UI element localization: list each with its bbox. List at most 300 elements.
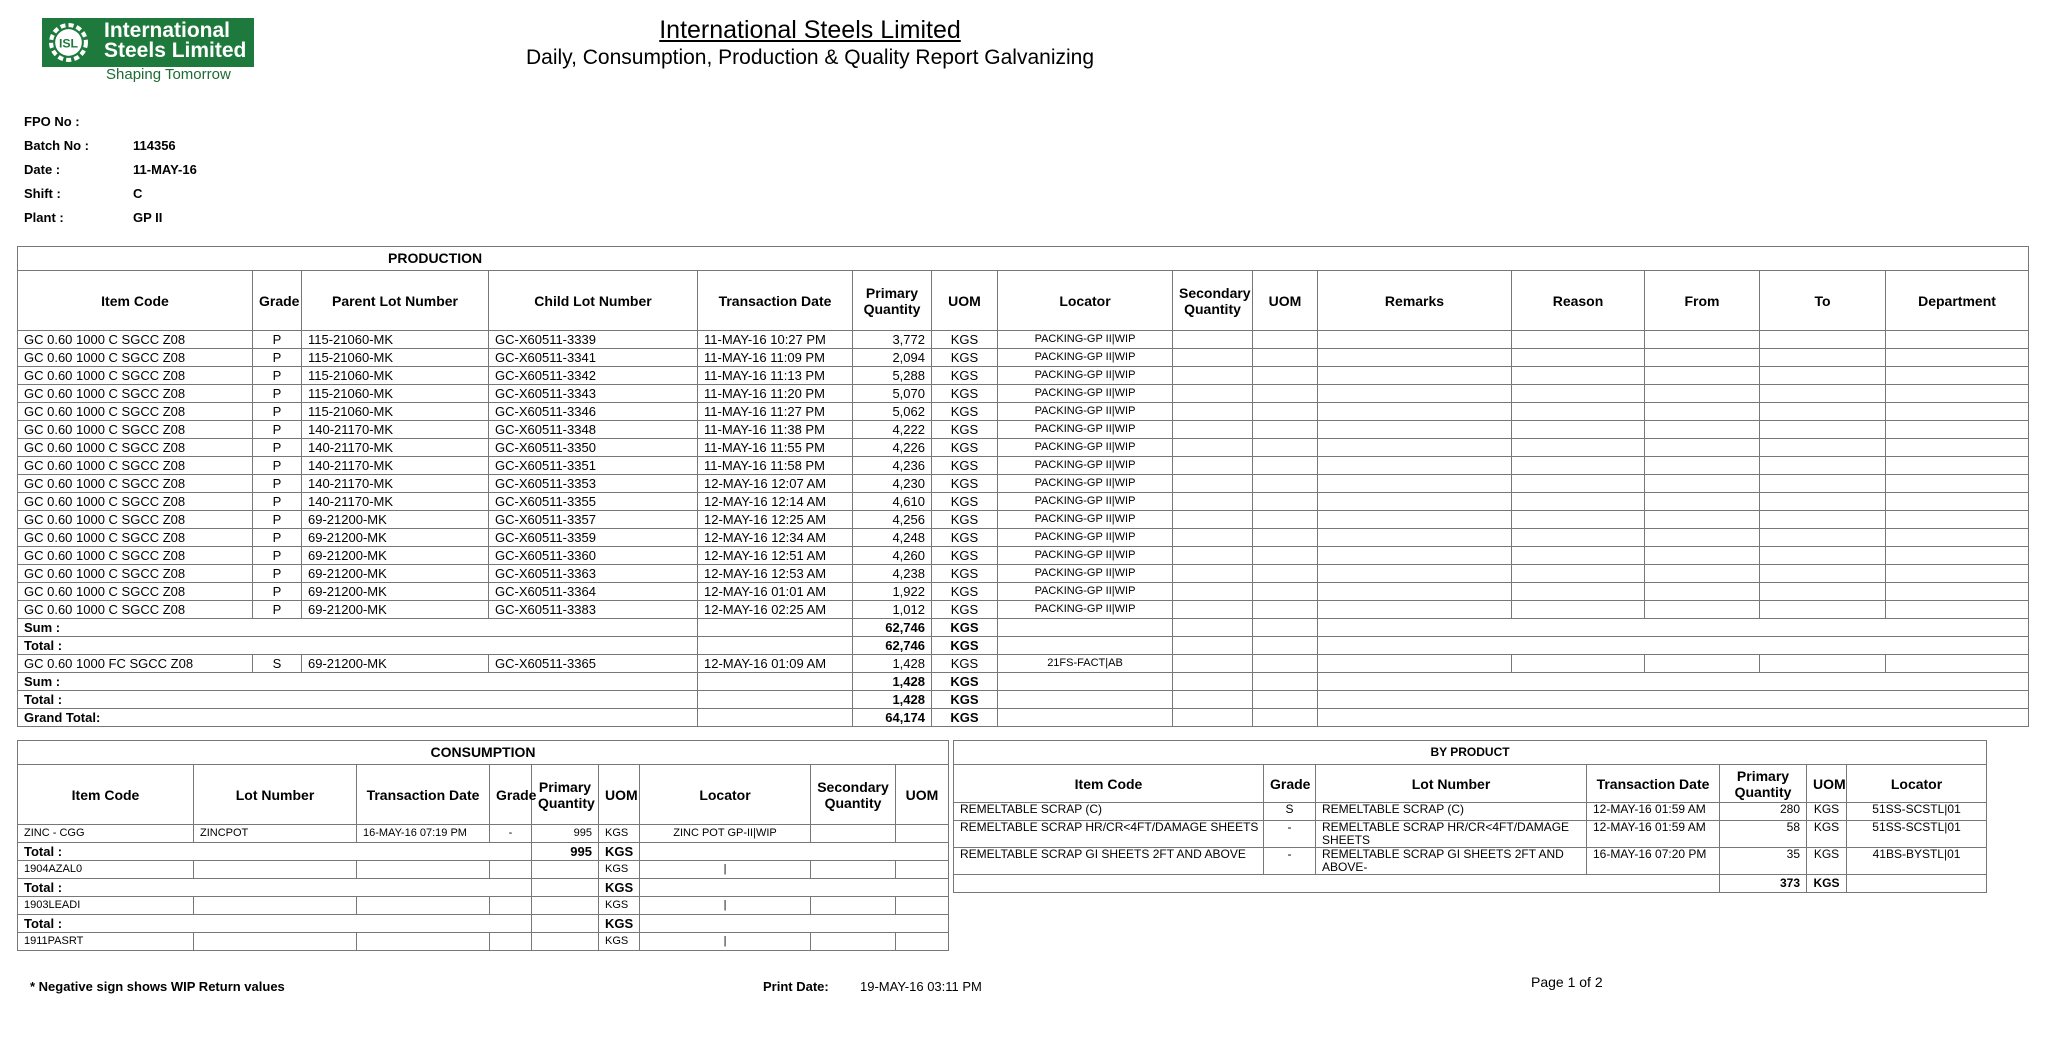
table-cell — [1318, 529, 1512, 547]
table-cell: KGS — [932, 385, 998, 403]
table-cell — [1253, 385, 1318, 403]
report-subtitle: Daily, Consumption, Production & Quality Report Galvanizing — [525, 46, 1095, 69]
summary-rest — [1847, 875, 1987, 893]
production-title: PRODUCTION — [18, 247, 2029, 271]
table-cell — [1886, 331, 2029, 349]
table-cell: 12-MAY-16 12:34 AM — [698, 529, 853, 547]
table-cell: REMELTABLE SCRAP HR/CR<4FT/DAMAGE SHEETS — [954, 821, 1264, 848]
summary-locator — [998, 637, 1173, 655]
table-cell: GC-X60511-3339 — [489, 331, 698, 349]
table-cell: KGS — [932, 601, 998, 619]
table-cell: 140-21170-MK — [302, 493, 489, 511]
table-cell — [1760, 529, 1886, 547]
table-cell: GC 0.60 1000 C SGCC Z08 — [18, 583, 253, 601]
table-cell — [1760, 331, 1886, 349]
table-cell — [1173, 421, 1253, 439]
summary-uom: KGS — [932, 709, 998, 727]
table-cell: GC 0.60 1000 C SGCC Z08 — [18, 421, 253, 439]
summary-row — [18, 843, 949, 861]
table-cell: 115-21060-MK — [302, 403, 489, 421]
table-cell — [1760, 655, 1886, 673]
report-title: International Steels Limited — [659, 16, 961, 44]
table-cell: KGS — [932, 655, 998, 673]
summary-uom2 — [1253, 637, 1318, 655]
table-cell: REMELTABLE SCRAP GI SHEETS 2FT AND ABOVE- — [1316, 848, 1587, 875]
table-row — [18, 439, 2029, 457]
table-cell — [1173, 529, 1253, 547]
table-cell: GC-X60511-3350 — [489, 439, 698, 457]
table-cell — [1886, 583, 2029, 601]
summary-secondary — [1173, 637, 1253, 655]
table-cell: | — [640, 897, 811, 915]
production-col-header: Item Code — [18, 271, 253, 331]
table-cell — [1512, 331, 1645, 349]
summary-secondary — [1173, 691, 1253, 709]
table-cell: P — [253, 349, 302, 367]
table-cell — [1760, 493, 1886, 511]
table-cell — [1253, 331, 1318, 349]
table-cell: 51SS-SCSTL|01 — [1847, 821, 1987, 848]
table-cell: ZINC POT GP-II|WIP — [640, 825, 811, 843]
table-cell: 69-21200-MK — [302, 565, 489, 583]
table-cell: 5,288 — [853, 367, 932, 385]
production-col-header: Remarks — [1318, 271, 1512, 331]
production-col-header: Transaction Date — [698, 271, 853, 331]
shift-label: Shift : — [24, 186, 61, 201]
table-cell: 140-21170-MK — [302, 475, 489, 493]
table-cell: 11-MAY-16 11:58 PM — [698, 457, 853, 475]
table-cell — [1886, 547, 2029, 565]
table-cell — [1886, 475, 2029, 493]
table-cell: PACKING-GP II|WIP — [998, 385, 1173, 403]
table-cell: GC-X60511-3364 — [489, 583, 698, 601]
table-cell: P — [253, 439, 302, 457]
table-cell — [1253, 367, 1318, 385]
table-cell: 4,248 — [853, 529, 932, 547]
table-cell: PACKING-GP II|WIP — [998, 421, 1173, 439]
table-cell — [194, 897, 357, 915]
table-cell — [896, 825, 949, 843]
table-cell — [1760, 349, 1886, 367]
table-cell: GC-X60511-3346 — [489, 403, 698, 421]
table-cell — [1253, 511, 1318, 529]
table-cell: 5,070 — [853, 385, 932, 403]
table-cell — [1645, 475, 1760, 493]
table-cell — [1173, 403, 1253, 421]
table-cell — [1645, 547, 1760, 565]
table-cell: 995 — [532, 825, 599, 843]
table-cell: P — [253, 367, 302, 385]
table-row — [18, 547, 2029, 565]
table-cell — [1886, 367, 2029, 385]
table-row — [18, 331, 2029, 349]
table-cell — [1645, 457, 1760, 475]
print-date-label: Print Date: — [763, 979, 829, 994]
table-cell: PACKING-GP II|WIP — [998, 457, 1173, 475]
production-header-row — [18, 271, 2029, 331]
table-cell — [1253, 349, 1318, 367]
table-cell — [1886, 493, 2029, 511]
table-cell: 2,094 — [853, 349, 932, 367]
byproduct-header-row — [954, 765, 1987, 803]
table-cell: KGS — [932, 439, 998, 457]
table-cell: P — [253, 475, 302, 493]
table-cell — [357, 933, 490, 951]
table-cell: - — [490, 825, 532, 843]
table-cell: 69-21200-MK — [302, 547, 489, 565]
table-cell — [1645, 439, 1760, 457]
table-cell — [1886, 565, 2029, 583]
table-cell: - — [1264, 821, 1316, 848]
table-cell — [1512, 457, 1645, 475]
summary-uom2 — [1253, 709, 1318, 727]
table-cell: 140-21170-MK — [302, 457, 489, 475]
table-cell: GC-X60511-3383 — [489, 601, 698, 619]
table-cell — [1318, 547, 1512, 565]
table-cell: 69-21200-MK — [302, 655, 489, 673]
table-cell: 1904AZAL0 — [18, 861, 194, 879]
plant-label: Plant : — [24, 210, 64, 225]
table-cell: P — [253, 331, 302, 349]
table-cell — [1645, 385, 1760, 403]
print-date-value: 19-MAY-16 03:11 PM — [860, 979, 982, 994]
footer-note: * Negative sign shows WIP Return values — [30, 979, 285, 994]
byproduct-col-header: Item Code — [954, 765, 1264, 803]
table-cell: P — [253, 529, 302, 547]
table-cell: PACKING-GP II|WIP — [998, 331, 1173, 349]
summary-secondary — [1173, 673, 1253, 691]
table-row — [18, 349, 2029, 367]
table-cell: | — [640, 861, 811, 879]
table-cell: GC 0.60 1000 C SGCC Z08 — [18, 385, 253, 403]
production-col-header: From — [1645, 271, 1760, 331]
table-cell — [1760, 439, 1886, 457]
table-cell: PACKING-GP II|WIP — [998, 367, 1173, 385]
summary-row — [18, 691, 2029, 709]
table-cell: 115-21060-MK — [302, 367, 489, 385]
table-cell — [1512, 385, 1645, 403]
table-row — [18, 897, 949, 915]
table-cell: GC-X60511-3348 — [489, 421, 698, 439]
table-row — [954, 821, 1987, 848]
date-label: Date : — [24, 162, 61, 177]
consumption-table — [17, 740, 949, 951]
summary-row — [18, 619, 2029, 637]
table-cell: PACKING-GP II|WIP — [998, 601, 1173, 619]
summary-uom: KGS — [1807, 875, 1847, 893]
production-col-header: Grade — [253, 271, 302, 331]
table-cell: 4,238 — [853, 565, 932, 583]
summary-qty: 1,428 — [853, 691, 932, 709]
summary-uom2 — [1253, 619, 1318, 637]
production-col-header: Department — [1886, 271, 2029, 331]
table-cell: P — [253, 547, 302, 565]
table-row — [18, 511, 2029, 529]
consumption-header-row — [18, 765, 949, 825]
summary-spacer — [698, 619, 853, 637]
table-cell — [1760, 367, 1886, 385]
table-cell — [1253, 403, 1318, 421]
table-cell: 1,428 — [853, 655, 932, 673]
table-cell — [1886, 421, 2029, 439]
table-cell: GC 0.60 1000 C SGCC Z08 — [18, 529, 253, 547]
table-cell — [1318, 601, 1512, 619]
table-cell: REMELTABLE SCRAP GI SHEETS 2FT AND ABOVE — [954, 848, 1264, 875]
table-row — [18, 583, 2029, 601]
consumption-col-header: Primary Quantity — [532, 765, 599, 825]
table-cell: GC-X60511-3360 — [489, 547, 698, 565]
table-cell — [1760, 511, 1886, 529]
table-cell: 12-MAY-16 01:59 AM — [1587, 821, 1720, 848]
table-cell — [1645, 565, 1760, 583]
summary-rest — [1318, 673, 2029, 691]
table-row — [18, 457, 2029, 475]
table-cell: 4,260 — [853, 547, 932, 565]
table-cell: KGS — [932, 349, 998, 367]
table-cell — [1760, 403, 1886, 421]
table-cell: 140-21170-MK — [302, 421, 489, 439]
table-cell: PACKING-GP II|WIP — [998, 529, 1173, 547]
table-cell: KGS — [932, 511, 998, 529]
table-cell: 12-MAY-16 12:51 AM — [698, 547, 853, 565]
consumption-col-header: UOM — [599, 765, 640, 825]
table-cell: KGS — [932, 367, 998, 385]
table-cell — [1645, 349, 1760, 367]
table-cell — [1253, 493, 1318, 511]
table-cell: GC 0.60 1000 C SGCC Z08 — [18, 367, 253, 385]
table-cell — [1318, 565, 1512, 583]
table-cell — [1173, 547, 1253, 565]
table-cell — [1173, 331, 1253, 349]
table-cell: 4,230 — [853, 475, 932, 493]
table-cell — [1173, 655, 1253, 673]
table-cell: GC-X60511-3365 — [489, 655, 698, 673]
table-cell: 11-MAY-16 11:27 PM — [698, 403, 853, 421]
summary-row — [954, 875, 1987, 893]
table-cell: 4,222 — [853, 421, 932, 439]
table-cell: 69-21200-MK — [302, 583, 489, 601]
table-cell: 12-MAY-16 01:09 AM — [698, 655, 853, 673]
table-cell — [1253, 475, 1318, 493]
table-cell — [1886, 349, 2029, 367]
table-cell: 12-MAY-16 01:59 AM — [1587, 803, 1720, 821]
table-cell: GC 0.60 1000 C SGCC Z08 — [18, 457, 253, 475]
consumption-col-header: Lot Number — [194, 765, 357, 825]
table-row — [18, 565, 2029, 583]
table-cell: - — [1264, 848, 1316, 875]
table-cell — [1760, 565, 1886, 583]
byproduct-body — [954, 803, 1987, 893]
byproduct-title: BY PRODUCT — [954, 741, 1987, 765]
table-cell — [1512, 601, 1645, 619]
table-cell: ZINC - CGG — [18, 825, 194, 843]
table-cell: GC 0.60 1000 C SGCC Z08 — [18, 475, 253, 493]
table-cell — [1512, 439, 1645, 457]
table-cell: 16-MAY-16 07:20 PM — [1587, 848, 1720, 875]
table-cell — [1645, 367, 1760, 385]
table-cell: 4,226 — [853, 439, 932, 457]
summary-uom: KGS — [932, 673, 998, 691]
table-cell: 140-21170-MK — [302, 439, 489, 457]
consumption-col-header: Grade — [490, 765, 532, 825]
table-cell — [1253, 565, 1318, 583]
table-cell: 5,062 — [853, 403, 932, 421]
table-cell: 1903LEADI — [18, 897, 194, 915]
table-cell: PACKING-GP II|WIP — [998, 547, 1173, 565]
table-cell — [1253, 601, 1318, 619]
batch-value: 114356 — [133, 138, 176, 153]
table-cell: 11-MAY-16 10:27 PM — [698, 331, 853, 349]
table-cell: GC 0.60 1000 FC SGCC Z08 — [18, 655, 253, 673]
production-col-header: Child Lot Number — [489, 271, 698, 331]
table-cell: S — [253, 655, 302, 673]
table-cell — [1173, 349, 1253, 367]
table-cell: KGS — [932, 547, 998, 565]
table-cell: KGS — [599, 897, 640, 915]
production-col-header: To — [1760, 271, 1886, 331]
production-col-header: Locator — [998, 271, 1173, 331]
table-cell: P — [253, 511, 302, 529]
table-cell: KGS — [932, 475, 998, 493]
table-row — [18, 475, 2029, 493]
table-cell: P — [253, 583, 302, 601]
table-cell — [1760, 547, 1886, 565]
logo-tagline: Shaping Tomorrow — [106, 66, 231, 83]
table-cell: 280 — [1720, 803, 1807, 821]
logo-line1: International — [104, 19, 231, 42]
summary-spacer — [698, 709, 853, 727]
plant-value: GP II — [133, 210, 163, 225]
table-cell — [194, 933, 357, 951]
summary-qty — [532, 915, 599, 933]
table-cell — [896, 897, 949, 915]
table-row — [18, 861, 949, 879]
summary-qty: 995 — [532, 843, 599, 861]
table-cell: KGS — [932, 529, 998, 547]
table-cell: 21FS-FACT|AB — [998, 655, 1173, 673]
shift-value: C — [133, 186, 143, 201]
summary-row — [18, 915, 949, 933]
table-cell: 115-21060-MK — [302, 349, 489, 367]
consumption-col-header: Item Code — [18, 765, 194, 825]
table-cell: 11-MAY-16 11:09 PM — [698, 349, 853, 367]
summary-row — [18, 637, 2029, 655]
table-cell — [1645, 403, 1760, 421]
summary-rest — [1318, 691, 2029, 709]
table-cell: 12-MAY-16 12:14 AM — [698, 493, 853, 511]
table-cell: 4,256 — [853, 511, 932, 529]
summary-uom2 — [1253, 673, 1318, 691]
table-cell — [1645, 529, 1760, 547]
byproduct-col-header: UOM — [1807, 765, 1847, 803]
table-cell: KGS — [932, 457, 998, 475]
table-cell — [1173, 385, 1253, 403]
table-row — [18, 655, 2029, 673]
table-cell — [1886, 457, 2029, 475]
summary-uom: KGS — [599, 843, 640, 861]
date-value: 11-MAY-16 — [133, 162, 197, 177]
table-cell — [1760, 475, 1886, 493]
table-cell — [1645, 331, 1760, 349]
table-cell: KGS — [1807, 803, 1847, 821]
table-row — [18, 493, 2029, 511]
table-cell: REMELTABLE SCRAP (C) — [1316, 803, 1587, 821]
table-cell — [1318, 385, 1512, 403]
table-cell — [1173, 601, 1253, 619]
table-cell — [1512, 655, 1645, 673]
table-row — [18, 385, 2029, 403]
production-col-header: Primary Quantity — [853, 271, 932, 331]
table-cell: PACKING-GP II|WIP — [998, 403, 1173, 421]
summary-label: Total : — [18, 691, 698, 709]
table-cell: 115-21060-MK — [302, 331, 489, 349]
table-cell: 51SS-SCSTL|01 — [1847, 803, 1987, 821]
table-cell — [1173, 367, 1253, 385]
table-cell — [1173, 565, 1253, 583]
table-cell — [1886, 529, 2029, 547]
summary-rest — [640, 843, 949, 861]
table-cell: GC 0.60 1000 C SGCC Z08 — [18, 565, 253, 583]
summary-uom: KGS — [599, 915, 640, 933]
summary-label: Sum : — [18, 673, 698, 691]
table-cell — [1512, 565, 1645, 583]
table-cell — [1318, 511, 1512, 529]
table-row — [18, 933, 949, 951]
summary-spacer — [698, 637, 853, 655]
table-cell: KGS — [1807, 848, 1847, 875]
table-cell — [1253, 529, 1318, 547]
summary-rest — [1318, 619, 2029, 637]
table-cell — [811, 897, 896, 915]
table-cell: 3,772 — [853, 331, 932, 349]
table-cell: KGS — [932, 421, 998, 439]
table-cell: 12-MAY-16 12:07 AM — [698, 475, 853, 493]
summary-spacer — [698, 673, 853, 691]
table-cell — [1886, 403, 2029, 421]
table-cell: 69-21200-MK — [302, 529, 489, 547]
table-cell: GC 0.60 1000 C SGCC Z08 — [18, 349, 253, 367]
table-cell: 1,012 — [853, 601, 932, 619]
summary-label: Grand Total: — [18, 709, 698, 727]
table-cell — [1318, 475, 1512, 493]
table-cell — [1645, 493, 1760, 511]
table-cell: 4,610 — [853, 493, 932, 511]
table-cell: 12-MAY-16 12:25 AM — [698, 511, 853, 529]
table-cell: KGS — [932, 493, 998, 511]
table-cell: GC-X60511-3343 — [489, 385, 698, 403]
table-cell — [1173, 493, 1253, 511]
table-cell — [1318, 349, 1512, 367]
table-row — [18, 825, 949, 843]
table-cell: PACKING-GP II|WIP — [998, 439, 1173, 457]
summary-uom: KGS — [932, 637, 998, 655]
table-cell: P — [253, 457, 302, 475]
table-cell — [1318, 493, 1512, 511]
table-cell: PACKING-GP II|WIP — [998, 565, 1173, 583]
summary-row — [18, 673, 2029, 691]
summary-label: Total : — [18, 637, 698, 655]
table-row — [18, 403, 2029, 421]
byproduct-table — [953, 740, 1987, 893]
table-cell — [1512, 529, 1645, 547]
table-cell: P — [253, 493, 302, 511]
table-cell — [896, 933, 949, 951]
table-cell: KGS — [932, 331, 998, 349]
summary-locator — [998, 691, 1173, 709]
table-row — [954, 848, 1987, 875]
production-col-header: UOM — [932, 271, 998, 331]
table-cell: GC-X60511-3341 — [489, 349, 698, 367]
